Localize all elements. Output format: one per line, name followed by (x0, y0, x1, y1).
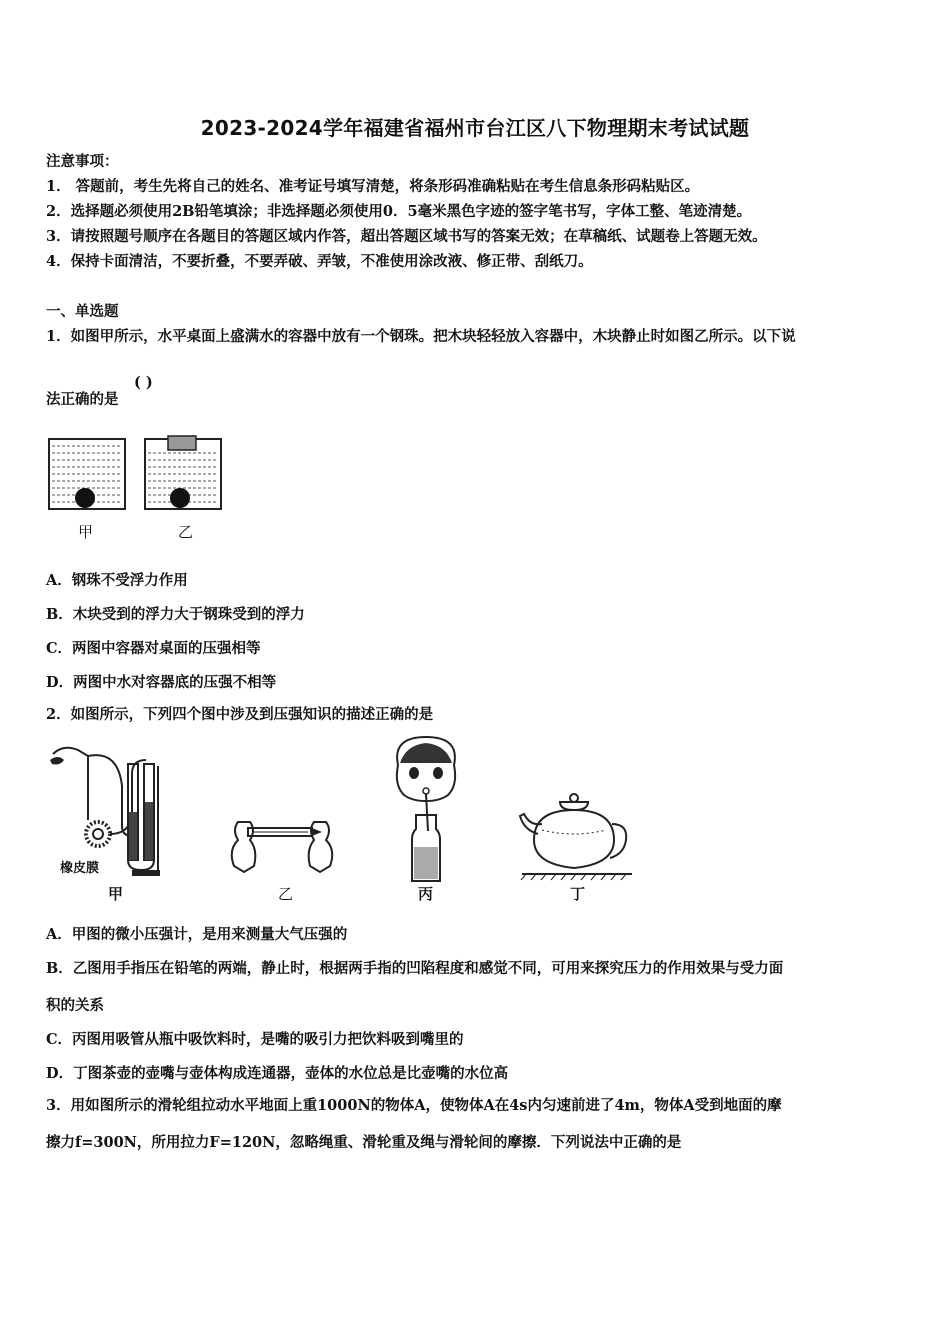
girl-straw-figure (388, 735, 466, 885)
question-1-stem-cont: 法正确的是 (46, 391, 119, 408)
option-c: C．两图中容器对桌面的压强相等 (46, 640, 261, 657)
figure-label-jia: 甲 (108, 885, 124, 903)
page-title: 2023-2024学年福建省福州市台江区八下物理期末考试试题 (200, 116, 750, 140)
teapot-figure (516, 792, 636, 882)
option-b: B．乙图用手指压在铅笔的两端，静止时，根据两手指的凹陷程度和感觉不同，可用来探究压力的作用效果与受力面 (46, 960, 784, 977)
figure-label-ding: 丁 (570, 885, 586, 903)
notice-item: 3．请按照题号顺序在各题目的答题区域内作答，超出答题区域书写的答案无效；在草稿纸、试题卷上答题无效。 (46, 228, 767, 245)
figure-label-yi: 乙 (278, 885, 294, 903)
figure-label-bing: 丙 (418, 885, 434, 903)
question-3-stem: 3．用如图所示的滑轮组拉动水平地面上重1000N的物体A，使物体A在4s内匀速前进了4m，物体A受到地面的摩 (46, 1097, 782, 1114)
question-1-stem: 1．如图甲所示，水平桌面上盛满水的容器中放有一个钢珠。把木块轻轻放入容器中，木块静止时如图乙所示。以下说 (46, 328, 796, 345)
rubber-membrane-label: 橡皮膜 (60, 861, 100, 876)
question-2-stem: 2．如图所示，下列四个图中涉及到压强知识的描述正确的是 (46, 706, 434, 723)
option-b-cont: 积的关系 (46, 997, 104, 1014)
wood-block (168, 436, 196, 450)
option-b: B．木块受到的浮力大于钢珠受到的浮力 (46, 606, 305, 623)
question-3-stem-cont: 擦力f=300N，所用拉力F=120N，忽略绳重、滑轮重及绳与滑轮间的摩擦．下列说法中正确的是 (46, 1134, 682, 1151)
figure-label-yi: 乙 (178, 523, 194, 541)
container-figure-jia (48, 438, 128, 512)
steel-ball (170, 488, 190, 508)
option-a: A．甲图的微小压强计，是用来测量大气压强的 (46, 926, 348, 943)
option-d: D．两图中水对容器底的压强不相等 (46, 674, 277, 691)
option-a: A．钢珠不受浮力作用 (46, 572, 188, 589)
option-c: C．丙图用吸管从瓶中吸饮料时，是嘴的吸引力把饮料吸到嘴里的 (46, 1031, 464, 1048)
option-d: D．丁图茶壶的壶嘴与壶体构成连通器，壶体的水位总是比壶嘴的水位高 (46, 1065, 509, 1082)
figure-label-jia: 甲 (78, 523, 94, 541)
notice-item: 2．选择题必须使用2B铅笔填涂；非选择题必须使用0．5毫米黑色字迹的签字笔书写，字体工整、笔迹清楚。 (46, 203, 752, 220)
pencil-fingers-figure (228, 818, 340, 876)
steel-ball (75, 488, 95, 508)
notice-heading: 注意事项： (46, 153, 119, 170)
notice-item: 4．保持卡面清洁，不要折叠，不要弄破、弄皱，不准使用涂改液、修正带、刮纸刀。 (46, 253, 593, 270)
answer-paren: ( ) (134, 374, 153, 391)
container-figure-yi (144, 436, 224, 512)
section-heading: 一、单选题 (46, 303, 119, 320)
notice-item: 1． 答题前，考生先将自己的姓名、准考证号填写清楚，将条形码准确粘贴在考生信息条形码粘贴区。 (46, 178, 700, 195)
